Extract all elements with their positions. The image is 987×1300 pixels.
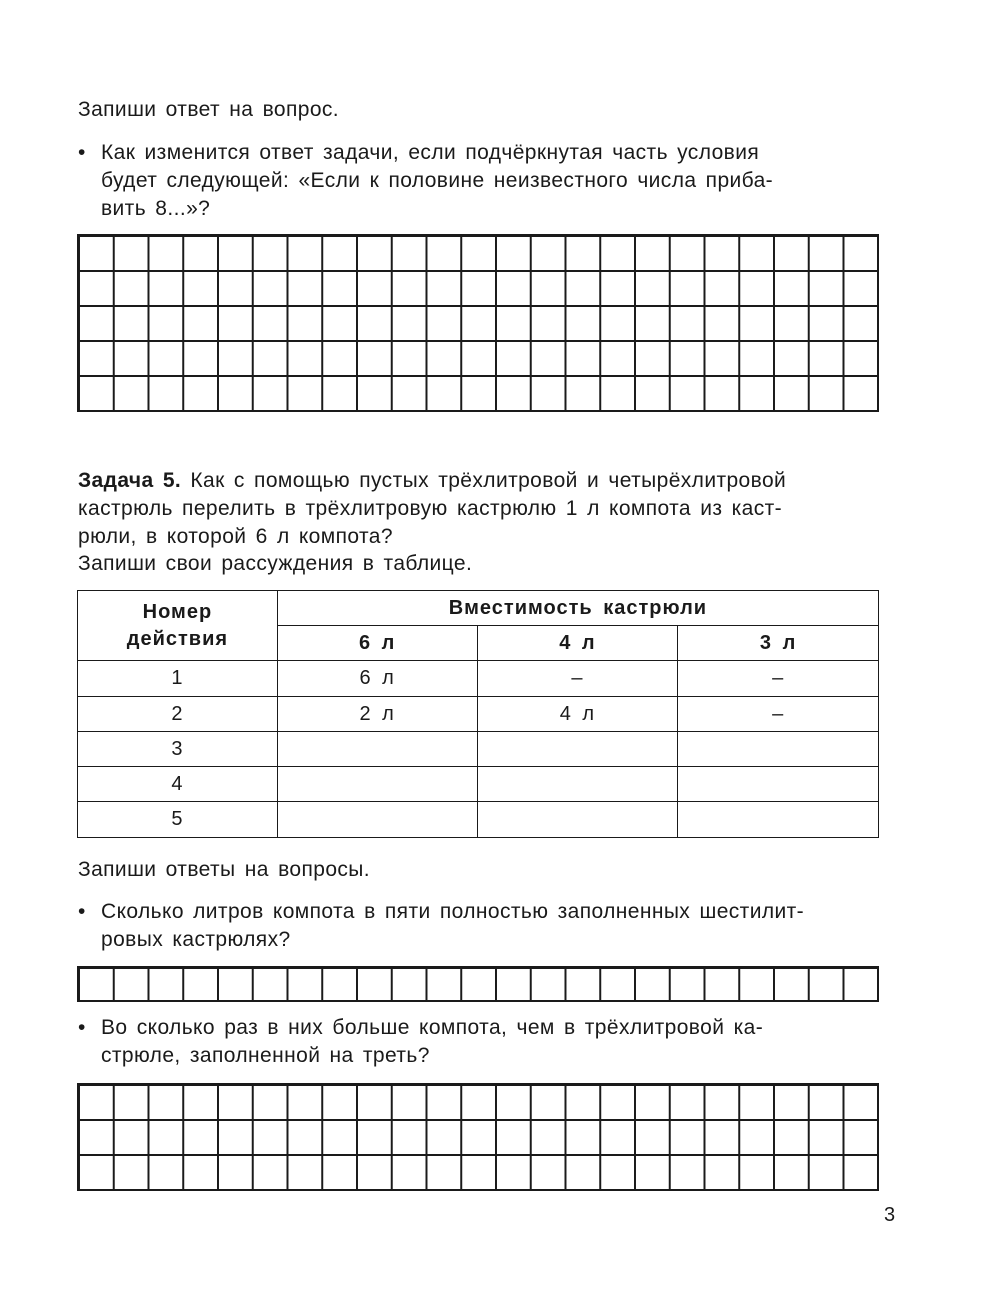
question-1-line-1: Как изменится ответ задачи, если подчёркнутая часть условия bbox=[101, 141, 760, 164]
answer-grid-3[interactable] bbox=[77, 1083, 879, 1191]
header-capacity: Вместимость кастрюли bbox=[277, 591, 878, 626]
task-5-instruction: Запиши свои рассуждения в таблице. bbox=[78, 552, 473, 575]
question-1-line-2: будет следующей: «Если к половине неизвестного числа приба- bbox=[101, 169, 774, 192]
table-row bbox=[78, 802, 879, 838]
question-3-line-2: стрюле, заполненной на треть? bbox=[101, 1044, 430, 1067]
bullet-icon: • bbox=[78, 900, 86, 923]
task-5-heading: Задача 5. bbox=[78, 469, 182, 492]
cell-3l[interactable] bbox=[678, 802, 879, 838]
question-1-line-3: вить 8...»? bbox=[101, 197, 211, 220]
instruction-write-answer: Запиши ответ на вопрос. bbox=[78, 98, 340, 121]
cell-6l[interactable] bbox=[277, 802, 477, 838]
cell-4l[interactable] bbox=[477, 767, 678, 802]
cell-action-number: 3 bbox=[78, 732, 278, 767]
cell-3l[interactable]: – bbox=[678, 661, 879, 697]
page-number: 3 bbox=[884, 1204, 896, 1226]
header-6l: 6 л bbox=[277, 626, 477, 661]
question-2-line-2: ровых кастрюлях? bbox=[101, 928, 291, 951]
cell-3l[interactable] bbox=[678, 767, 879, 802]
task-5-line-3: рюли, в которой 6 л компота? bbox=[78, 525, 393, 548]
cell-6l[interactable] bbox=[277, 732, 477, 767]
cell-3l[interactable]: – bbox=[678, 697, 879, 732]
answer-grid-2[interactable] bbox=[77, 966, 879, 1002]
task-5-line-1 bbox=[78, 467, 880, 495]
answer-grid-1[interactable] bbox=[77, 234, 879, 412]
header-action-number bbox=[78, 591, 278, 661]
task-5-line-2: кастрюль перелить в трёхлитровую кастрюлю 1 л компота из каст- bbox=[78, 497, 783, 520]
cell-action-number: 1 bbox=[78, 661, 278, 697]
pots-table bbox=[77, 590, 879, 838]
cell-action-number: 5 bbox=[78, 802, 278, 838]
table-row bbox=[78, 767, 879, 802]
cell-6l[interactable]: 2 л bbox=[277, 697, 477, 732]
cell-4l[interactable] bbox=[477, 802, 678, 838]
table-row bbox=[78, 661, 879, 697]
cell-4l[interactable] bbox=[477, 732, 678, 767]
cell-4l[interactable]: 4 л bbox=[477, 697, 678, 732]
header-action-line-1: Номер bbox=[142, 600, 213, 623]
instruction-write-answers: Запиши ответы на вопросы. bbox=[78, 858, 371, 881]
cell-4l[interactable]: – bbox=[477, 661, 678, 697]
table-row bbox=[78, 697, 879, 732]
bullet-icon: • bbox=[78, 141, 86, 164]
header-3l: 3 л bbox=[678, 626, 879, 661]
cell-6l[interactable] bbox=[277, 767, 477, 802]
question-3-line-1: Во сколько раз в них больше компота, чем в трёхлитровой ка- bbox=[101, 1016, 764, 1039]
header-action-line-2: действия bbox=[126, 627, 229, 650]
cell-6l[interactable]: 6 л bbox=[277, 661, 477, 697]
header-4l: 4 л bbox=[477, 626, 678, 661]
cell-action-number: 4 bbox=[78, 767, 278, 802]
cell-action-number: 2 bbox=[78, 697, 278, 732]
table-row bbox=[78, 732, 879, 767]
cell-3l[interactable] bbox=[678, 732, 879, 767]
bullet-icon: • bbox=[78, 1016, 86, 1039]
question-2-line-1: Сколько литров компота в пяти полностью заполненных шестилит- bbox=[101, 900, 805, 923]
task-5-text-start: Как с помощью пустых трёхлитровой и четырёхлитровой bbox=[190, 469, 787, 492]
